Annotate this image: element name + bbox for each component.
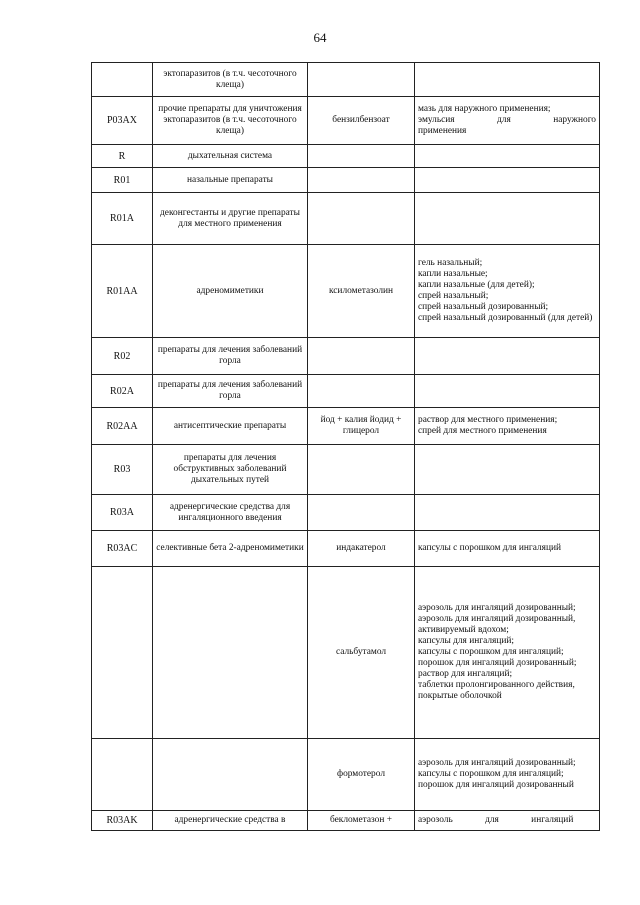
inn-cell: беклометазон + [308,811,415,831]
inn-cell [308,63,415,97]
dosage-form-line: капсулы с порошком для ингаляций [418,543,562,553]
table-row [92,495,600,531]
dosage-form-cell [415,811,600,831]
dosage-form-cell [415,531,600,567]
inn-cell: формотерол [308,739,415,811]
table-row [92,739,600,811]
table-row [92,168,600,193]
table-row [92,811,600,831]
dosage-form-line: порошок для ингаляций дозированный [418,780,574,790]
dosage-form-line: аэрозоль для ингаляций дозированный, [418,614,576,624]
atc-code-cell: R03AC [92,531,153,567]
table-row [92,567,600,739]
dosage-form-line: мазь для наружного применения; [418,104,551,114]
anatomical-group-cell: назальные препараты [153,168,308,193]
table-row [92,63,600,97]
dosage-form-line: аэрозоль для ингаляций дозированный; [418,758,576,768]
dosage-form-line: раствор для местного применения; [418,415,558,425]
dosage-form-cell [415,63,600,97]
dosage-form-line: аэрозоль для ингаляций дозированный; [418,603,576,613]
dosage-form-line: капсулы для ингаляций; [418,636,514,646]
table-row [92,145,600,168]
anatomical-group-cell: прочие препараты для уничтожения эктопаразитов (в т.ч. чесоточного клеща) [153,97,308,145]
dosage-form-line: аэрозоль для ингаляций [418,815,574,825]
dosage-form-cell [415,168,600,193]
inn-cell: индакатерол [308,531,415,567]
atc-code-cell: R [92,145,153,168]
inn-cell: ксилометазолин [308,245,415,338]
dosage-form-cell [415,495,600,531]
inn-cell [308,338,415,375]
atc-code-cell: R01 [92,168,153,193]
anatomical-group-cell: дыхательная система [153,145,308,168]
atc-code-cell [92,63,153,97]
atc-code-cell: R01A [92,193,153,245]
anatomical-group-cell: препараты для лечения обструктивных заболеваний дыхательных путей [153,445,308,495]
table-row [92,245,600,338]
table-row [92,531,600,567]
inn-cell: йод + калия йодид + глицерол [308,408,415,445]
table-row [92,445,600,495]
drug-list-table [91,62,600,831]
dosage-form-cell [415,97,600,145]
atc-code-cell: R02 [92,338,153,375]
dosage-form-line: порошок для ингаляций дозированный; [418,658,577,668]
dosage-form-line: спрей для местного применения [418,426,547,436]
anatomical-group-cell: антисептические препараты [153,408,308,445]
dosage-form-cell [415,145,600,168]
atc-code-cell: R02AA [92,408,153,445]
table-row [92,97,600,145]
atc-code-cell: R03A [92,495,153,531]
dosage-form-cell [415,567,600,739]
dosage-form-line: раствор для ингаляций; [418,669,513,679]
dosage-form-cell [415,338,600,375]
dosage-form-cell [415,408,600,445]
dosage-form-line: капсулы с порошком для ингаляций; [418,647,564,657]
dosage-form-line: спрей назальный дозированный; [418,302,549,312]
table-row [92,193,600,245]
anatomical-group-cell: деконгестанты и другие препараты для местного применения [153,193,308,245]
dosage-form-line: спрей назальный дозированный (для детей) [418,313,593,323]
table-row [92,338,600,375]
dosage-form-line: эмульсия для наружного применения [418,115,596,136]
atc-code-cell: P03AX [92,97,153,145]
dosage-form-line: гель назальный; [418,258,483,268]
anatomical-group-cell: адреномиметики [153,245,308,338]
anatomical-group-cell [153,567,308,739]
atc-code-cell [92,739,153,811]
dosage-form-cell [415,445,600,495]
atc-code-cell: R01AA [92,245,153,338]
atc-code-cell: R02A [92,375,153,408]
inn-cell [308,168,415,193]
atc-code-cell: R03AK [92,811,153,831]
table-row [92,408,600,445]
inn-cell: бензилбензоат [308,97,415,145]
dosage-form-line: таблетки пролонгированного действия, [418,680,575,690]
anatomical-group-cell [153,739,308,811]
dosage-form-line: активируемый вдохом; [418,625,509,635]
inn-cell [308,145,415,168]
page-number: 64 [313,30,327,45]
anatomical-group-cell: препараты для лечения заболеваний горла [153,375,308,408]
inn-cell [308,375,415,408]
anatomical-group-cell: эктопаразитов (в т.ч. чесоточного клеща) [153,63,308,97]
dosage-form-cell [415,739,600,811]
inn-cell [308,193,415,245]
inn-cell [308,495,415,531]
anatomical-group-cell: селективные бета 2-адреномиметики [153,531,308,567]
anatomical-group-cell: препараты для лечения заболеваний горла [153,338,308,375]
atc-code-cell: R03 [92,445,153,495]
atc-code-cell [92,567,153,739]
inn-cell [308,445,415,495]
dosage-form-cell [415,193,600,245]
inn-cell: сальбутамол [308,567,415,739]
dosage-form-line: спрей назальный; [418,291,489,301]
dosage-form-line: капли назальные (для детей); [418,280,535,290]
dosage-form-cell [415,375,600,408]
dosage-form-line: покрытые оболочкой [418,691,502,701]
dosage-form-line: капли назальные; [418,269,488,279]
anatomical-group-cell: адренергические средства в [153,811,308,831]
table-row [92,375,600,408]
anatomical-group-cell: адренергические средства для ингаляционного введения [153,495,308,531]
dosage-form-line: капсулы с порошком для ингаляций; [418,769,564,779]
dosage-form-cell [415,245,600,338]
